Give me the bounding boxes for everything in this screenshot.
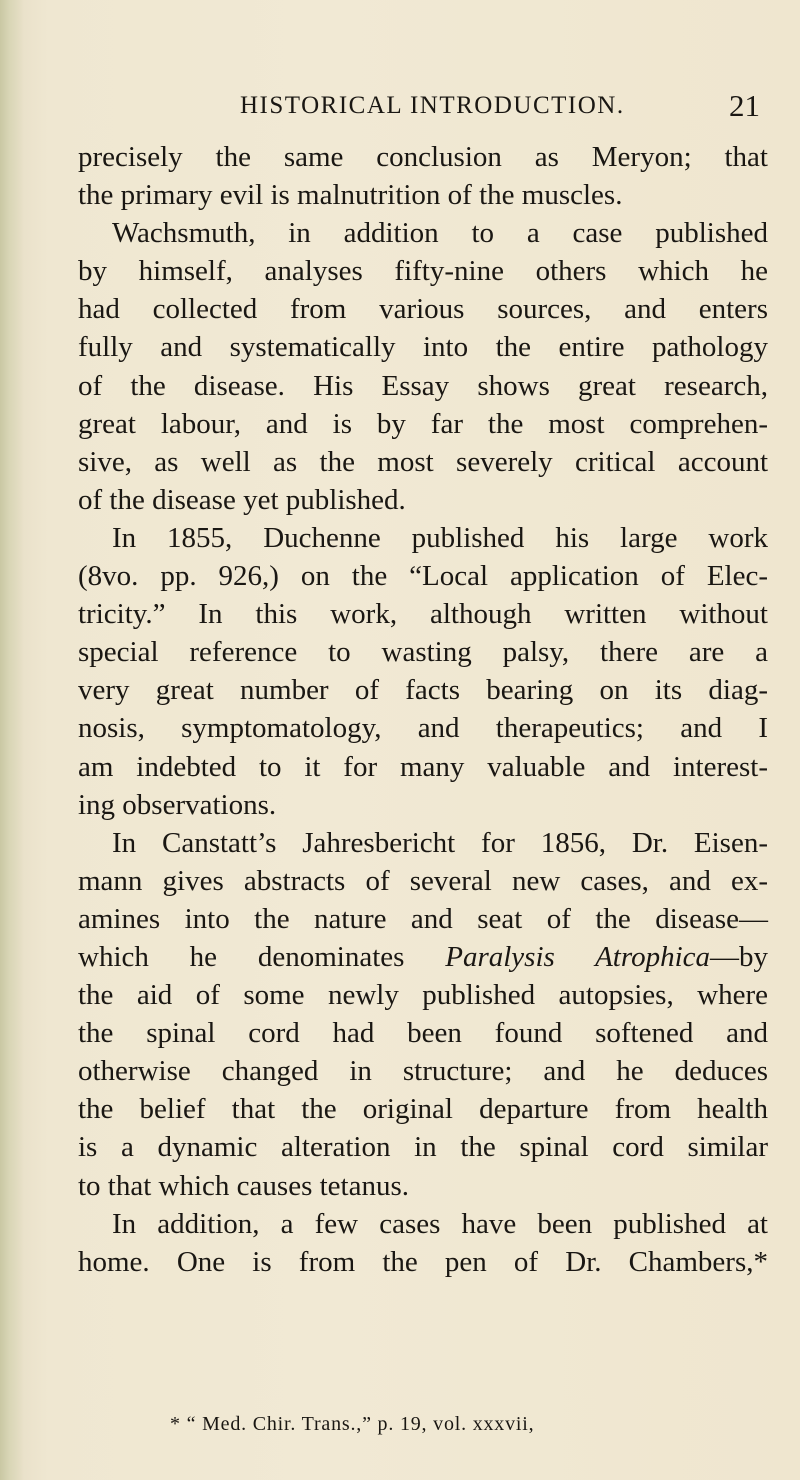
text-line-italic [78,938,768,976]
footnote: * “ Med. Chir. Trans.,” p. 19, vol. xxxvii, [170,1413,535,1435]
text-line: of the disease. His Essay shows great research, [78,369,768,402]
text-line: In Canstatt’s Jahresbericht for 1856, Dr. Eisen- [112,826,768,859]
italic-term: Paralysis Atrophica [445,940,710,973]
text-line: the primary evil is malnutrition of the muscles. [78,179,623,212]
text-line: (8vo. pp. 926,) on the “Local application of Elec- [78,560,768,593]
text-line: sive, as well as the most severely critical account [78,445,768,478]
text-run: which he denominates [78,940,405,973]
text-line: nosis, symptomatology, and therapeutics; and I [78,712,768,745]
text-line: otherwise changed in structure; and he deduces [78,1055,768,1088]
text-run: —by [710,940,768,973]
text-line: amines into the nature and seat of the disease— [78,902,768,935]
text-line: In addition, a few cases have been published at [112,1207,768,1240]
text-line: special reference to wasting palsy, there are a [78,636,768,669]
page-number: 21 [729,88,760,123]
text-line: great labour, and is by far the most comprehen- [78,407,768,440]
text-line: In 1855, Duchenne published his large work [112,521,768,554]
body-text [78,138,768,1281]
text-line: am indebted to it for many valuable and interest- [78,750,768,783]
text-line: very great number of facts bearing on its diag- [78,674,768,707]
running-title: HISTORICAL INTRODUCTION. [240,92,625,119]
text-line: ing observations. [78,788,277,821]
text-line: to that which causes tetanus. [78,1169,409,1202]
text-line: the spinal cord had been found softened and [78,1017,768,1050]
running-header [240,88,760,124]
text-line: the aid of some newly published autopsies, where [78,979,768,1012]
text-line: the belief that the original departure from health [78,1093,768,1126]
text-line: home. One is from the pen of Dr. Chambers,* [78,1245,768,1278]
text-line: is a dynamic alteration in the spinal cord similar [78,1131,768,1164]
text-line: fully and systematically into the entire pathology [78,331,768,364]
text-line: precisely the same conclusion as Meryon; that [78,141,768,173]
page-gutter [0,0,24,1480]
text-line: had collected from various sources, and enters [78,293,768,326]
text-line: by himself, analyses fifty-nine others which he [78,255,768,288]
text-line: mann gives abstracts of several new cases, and ex- [78,864,768,897]
text-line: of the disease yet published. [78,483,406,516]
text-line: Wachsmuth, in addition to a case published [112,217,768,250]
text-line: tricity.” In this work, although written without [78,598,768,631]
